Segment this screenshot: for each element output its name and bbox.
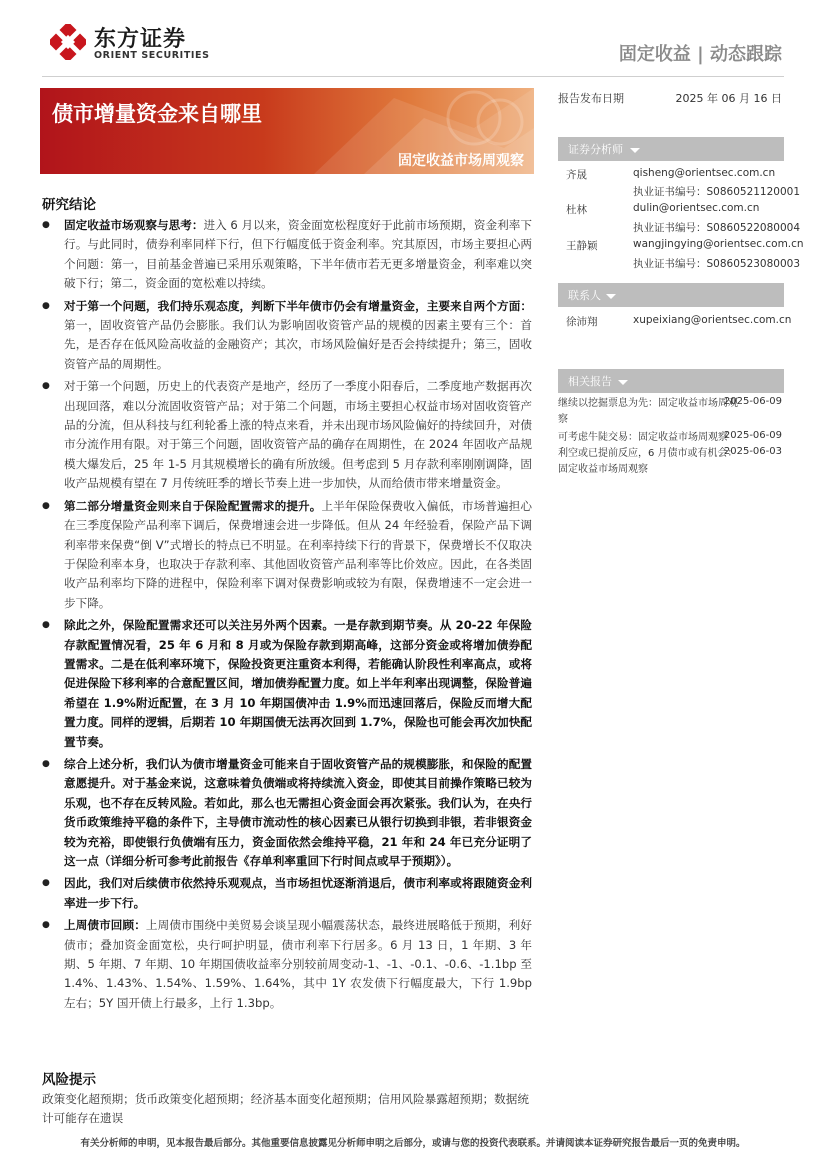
- contact-email[interactable]: xupeixiang@orientsec.com.cn: [633, 314, 792, 326]
- list-item: ● 固定收益市场观察与思考：进入 6 月以来，资金面宽松程度好于此前市场预期，资金利率下行。与此同时，债券利率同样下行，但下行幅度低于资金利率。究其原因，市场主要担心两个问题：第一，目前基金普遍已采用乐观策略，下半年债市若无更多增量资金，利率难以突破下行；第二，资金面的宽松难以持续。: [42, 216, 532, 294]
- analyst-name: 杜林: [566, 204, 587, 216]
- related-report-date: 2025-06-09: [723, 430, 782, 441]
- conclusion-title: 研究结论: [42, 197, 96, 213]
- analyst-cert: 执业证书编号：S0860522080004: [633, 222, 801, 234]
- list-item: ● 第二部分增量资金则来自于保险配置需求的提升。上半年保险保费收入偏低，市场普遍担心在三季度保险产品利率下调后，保费增速会进一步降低。但从 24 年经验看，保险产品下调利率带来保费“倒 V”式增长的特点已不明显。在利率持续下行的背景下，保费增长不仅取决于保险利率本身，也取决于存款利率、其他固收资管产品利率等比价效应。因此，在各类固收产品利率均下降的进程中，保险利率下调对保费影响或较为有限，保费增速不一定会进一步下降。: [42, 497, 532, 613]
- orient-logo-icon: [50, 24, 86, 60]
- logo-text-cn: 东方证券: [94, 27, 187, 52]
- related-report-link[interactable]: 利空或已提前反应，6 月债市或有机会：固定收益市场周观察: [558, 448, 738, 475]
- related-report-link[interactable]: 继续以挖掘票息为先：固定收益市场周观察: [558, 398, 738, 425]
- risk-title: 风险提示: [42, 1072, 96, 1088]
- analyst-cert: 执业证书编号：S0860523080003: [633, 258, 801, 270]
- related-reports-title: 相关报告: [568, 375, 612, 388]
- analyst-email[interactable]: wangjingying@orientsec.com.cn: [633, 238, 804, 250]
- publish-date-label: 报告发布日期: [558, 92, 624, 105]
- publish-date: 2025 年 06 月 16 日: [675, 92, 782, 105]
- related-report-link[interactable]: 可考虑牛陡交易：固定收益市场周观察: [558, 432, 728, 443]
- contact-title: 联系人: [568, 289, 601, 302]
- list-item: ● 对于第一个问题，我们持乐观态度，判断下半年债市仍会有增量资金，主要来自两个方面：第一，固收资管产品仍会膨胀。我们认为影响固收资管产品的规模的因素主要有三个：首先，是否存在低风险高收益的金融资产；其次，市场风险偏好是否会持续提升；第三，固收资管产品的周期性。: [42, 297, 532, 375]
- chevron-down-icon: [618, 380, 628, 385]
- analysts-title: 证券分析师: [568, 143, 623, 156]
- contact-name: 徐沛翔: [566, 316, 598, 328]
- analysts-header: [558, 137, 784, 161]
- analyst-email[interactable]: qisheng@orientsec.com.cn: [633, 167, 776, 179]
- list-item: ● 因此，我们对后续债市依然持乐观观点，当市场担忧逐渐消退后，债市利率或将跟随资金利率进一步下行。: [42, 874, 532, 913]
- chevron-down-icon: [630, 148, 640, 153]
- conclusion-list: [42, 216, 532, 1016]
- related-report-date: 2025-06-03: [723, 446, 782, 457]
- title-banner: [40, 88, 534, 174]
- contact-header: [558, 283, 784, 307]
- header-divider: [42, 76, 784, 77]
- list-item: ● 综合上述分析，我们认为债市增量资金可能来自于固收资管产品的规模膨胀，和保险的配置意愿提升。对于基金来说，这意味着负债端或将持续流入资金，即使其目前操作策略已较为乐观，也不存在反转风险。若如此，那么也无需担心资金面会再次紧张。我们认为，在央行货币政策维持平稳的条件下，主导债市流动性的核心因素已从银行切换到非银，若非银资金较为充裕，即使银行负债端有压力，资金面依然会维持平稳，21 年和 24 年已充分证明了这一点（详细分析可参考此前报告《存单利率重回下行时间点或早于预期》）。: [42, 755, 532, 871]
- logo: [50, 22, 222, 62]
- related-report-date: 2025-06-09: [723, 396, 782, 407]
- analyst-cert: 执业证书编号：S0860521120001: [633, 186, 801, 198]
- report-title: 债市增量资金来自哪里: [52, 102, 262, 126]
- analyst-name: 齐晟: [566, 169, 587, 181]
- analyst-name: 王静颖: [566, 240, 598, 252]
- analyst-email[interactable]: dulin@orientsec.com.cn: [633, 202, 760, 214]
- logo-text-en: ORIENT SECURITIES: [94, 50, 210, 61]
- list-item: ● 上周债市回顾：上周债市围绕中美贸易会谈呈现小幅震荡状态，最终进展略低于预期，利好债市；叠加资金面宽松，央行呵护明显，债市利率下行居多。6 月 13 日，1 年期、3 年期、5 年期、7 年期、10 年期国债收益率分别较前周变动-1、-1、-0.1、-0.6、-1.1bp 至 1.4%、1.43%、1.54%、1.59%、1.64%，其中 1Y 农发债下行幅度最大，下行 1.9bp 左右；5Y 国开债上行最多，上行 1.3bp。: [42, 916, 532, 1013]
- footer-disclaimer: 有关分析师的申明，见本报告最后部分。其他重要信息披露见分析师申明之后部分，或请与您的投资代表联系。并请阅读本证券研究报告最后一页的免责申明。: [80, 1138, 746, 1149]
- list-item: ● 除此之外，保险配置需求还可以关注另外两个因素。一是存款到期节奏。从 20-22 年保险存款配置情况看，25 年 6 月和 8 月或为保险存款到期高峰，这部分资金或将增加债券配置需求。二是在低利率环境下，保险投资更注重资本利得，若能确认阶段性利率高点，或将促进保险下移利率的合意配置区间，增加债券配置力度。如上半年利率出现调整，保险普遍希望在 1.9%附近配置，在 3 月 10 年期国债冲击 1.9%而迅速回落后，保险反而增大配置力度。同样的逻辑，后期若 10 年期国债无法再次回到 1.7%，保险也可能会再次加快配置节奏。: [42, 616, 532, 752]
- related-reports-header: [558, 369, 784, 393]
- risk-text: 政策变化超预期；货币政策变化超预期；经济基本面变化超预期；信用风险暴露超预期；数据统计可能存在遗误: [42, 1092, 529, 1126]
- report-subtitle: 固定收益市场周观察: [398, 153, 524, 169]
- list-item: ● 对于第一个问题，历史上的代表资产是地产，经历了一季度小阳春后，二季度地产数据再次出现回落，难以分流固收资管产品；对于第二个问题，市场主要担心权益市场对固收资管产品的分流，但从科技与红利轮番上涨的特点来看，并未出现市场风险偏好的持续回升，对债市分流作用有限。对于第三个问题，固收资管产品的确存在周期性，在 2024 年固收产品规模大爆发后，25 年 1-5 月其规模增长的确有所放缓。但考虑到 5 月存款利率刚刚调降，固收产品规模有望在 7 月传统旺季的增长节奏上进一步加快，从而给债市带来增量资金。: [42, 377, 532, 493]
- chevron-down-icon: [606, 294, 616, 299]
- report-type: 固定收益 | 动态跟踪: [618, 44, 782, 65]
